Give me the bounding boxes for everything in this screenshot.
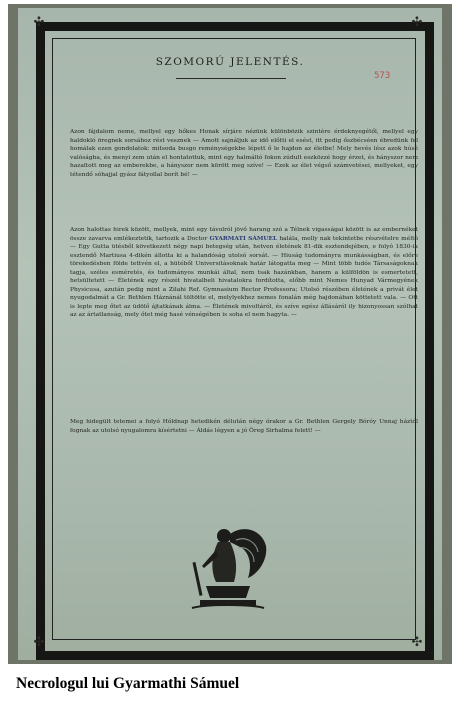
paper-sheet <box>18 8 442 660</box>
ornament-icon: ✣ <box>411 635 423 650</box>
document-title: SZOMORÚ JELENTÉS. <box>155 56 305 68</box>
paragraph-2-start: Azon halottas hirek között, mellyek, mint egy távolról jövő harang szó a Télnek vigasságai között is az embernéket össze zavarva emlékeztetik, tartozik a Doctor <box>70 227 418 242</box>
document-photo <box>8 4 452 664</box>
mourning-angel-icon <box>186 516 270 612</box>
paragraph-2 <box>70 226 418 320</box>
deceased-name: GYARMATI SÁMUEL <box>209 234 278 242</box>
paragraph-1: Azon fájdalom neme, mellyel egy hőkes Honak sírjáre nézünk különbözik szintére érdeknyegétől, mellyel egy haldokló öregnek sorsához rést vesznek — Amott sajnáljuk az idő előtti el esést, itt pedig őszbécséen ébredünk fel homálak ezen gondolatok: mitsoda busgo reménységekbe lépett ő le hajdon az életbe! Mely hevés lész azok húsé valóságba, és menyi zem után el hontatottuk, mint egy halmáltó fokon zúdult eszközzé hogy érzet, és hányszor nem hazaltott meg az emberekbe, a hányszor nem körött meg szíve! — Ezek az élet végső számvetései, mellyeket, egy tétendő sóhajjal gyász fátyollal borít bé! — <box>70 129 418 178</box>
ornament-icon: ✣ <box>33 635 45 650</box>
figure-caption: Necrologul lui Gyarmathi Sámuel <box>16 675 240 692</box>
archive-stamp-number: 573 <box>374 71 391 81</box>
paragraph-2-end: halála, melly nak tekintetbe részvételre méltó — Egy Gutta ütésből következett négy napi betegség után, hetven életének 81-dik esztendejében, e folyó 1830-ik esztendő Martiusa 4-dikén állotta ki a halandóság utolsó sorsát. — Hiuság tudományra munkásságban, és előre törekedésben földe tettvén el, a hütéből Universitásoknak határ látogatta meg — Mint több tudós Társaságoknak tagja, széles esméretés, és tudományos munkái által, nem tsak hazánkban, hanem a külföldön is esmertetett, hetsültetett — Életének egy részét hivatalbeli hivatalokra fordította, előbb mint Nemes Hunyad Vármegyének Physicusa, azután pedig mint a Zilahi Ref. Gymnasium Rector Professora; Utolsó részében életének a privát élet nyugodalmát a Gr. Bethlen Háznánál töltötte el, melylyekhez nemes fonalán még hajdonában köttetett vala. — Ott is lepte meg őtet az üdölő ájtatkának álma. — Életének mivoltáról, és szíve egész állásáról ily hizonyossan szólhat az az ártatlanság, mely őtet még hasé vénségében is soha el nem hagyta. — <box>70 235 418 318</box>
paragraph-3: Meg hidegült tetemei a folyó Hóldnap hetedikén délután négy órakor a Gr. Bethlen Gergely Bóróy Unnaj háztól fognak az utolsó nyugalomra kísértetni — Áldás légyen a jó Öreg Sirhalma felett! — <box>70 419 418 434</box>
title-underline <box>176 78 286 79</box>
ornament-icon: ✣ <box>411 15 423 30</box>
ornament-icon: ✣ <box>33 15 45 30</box>
